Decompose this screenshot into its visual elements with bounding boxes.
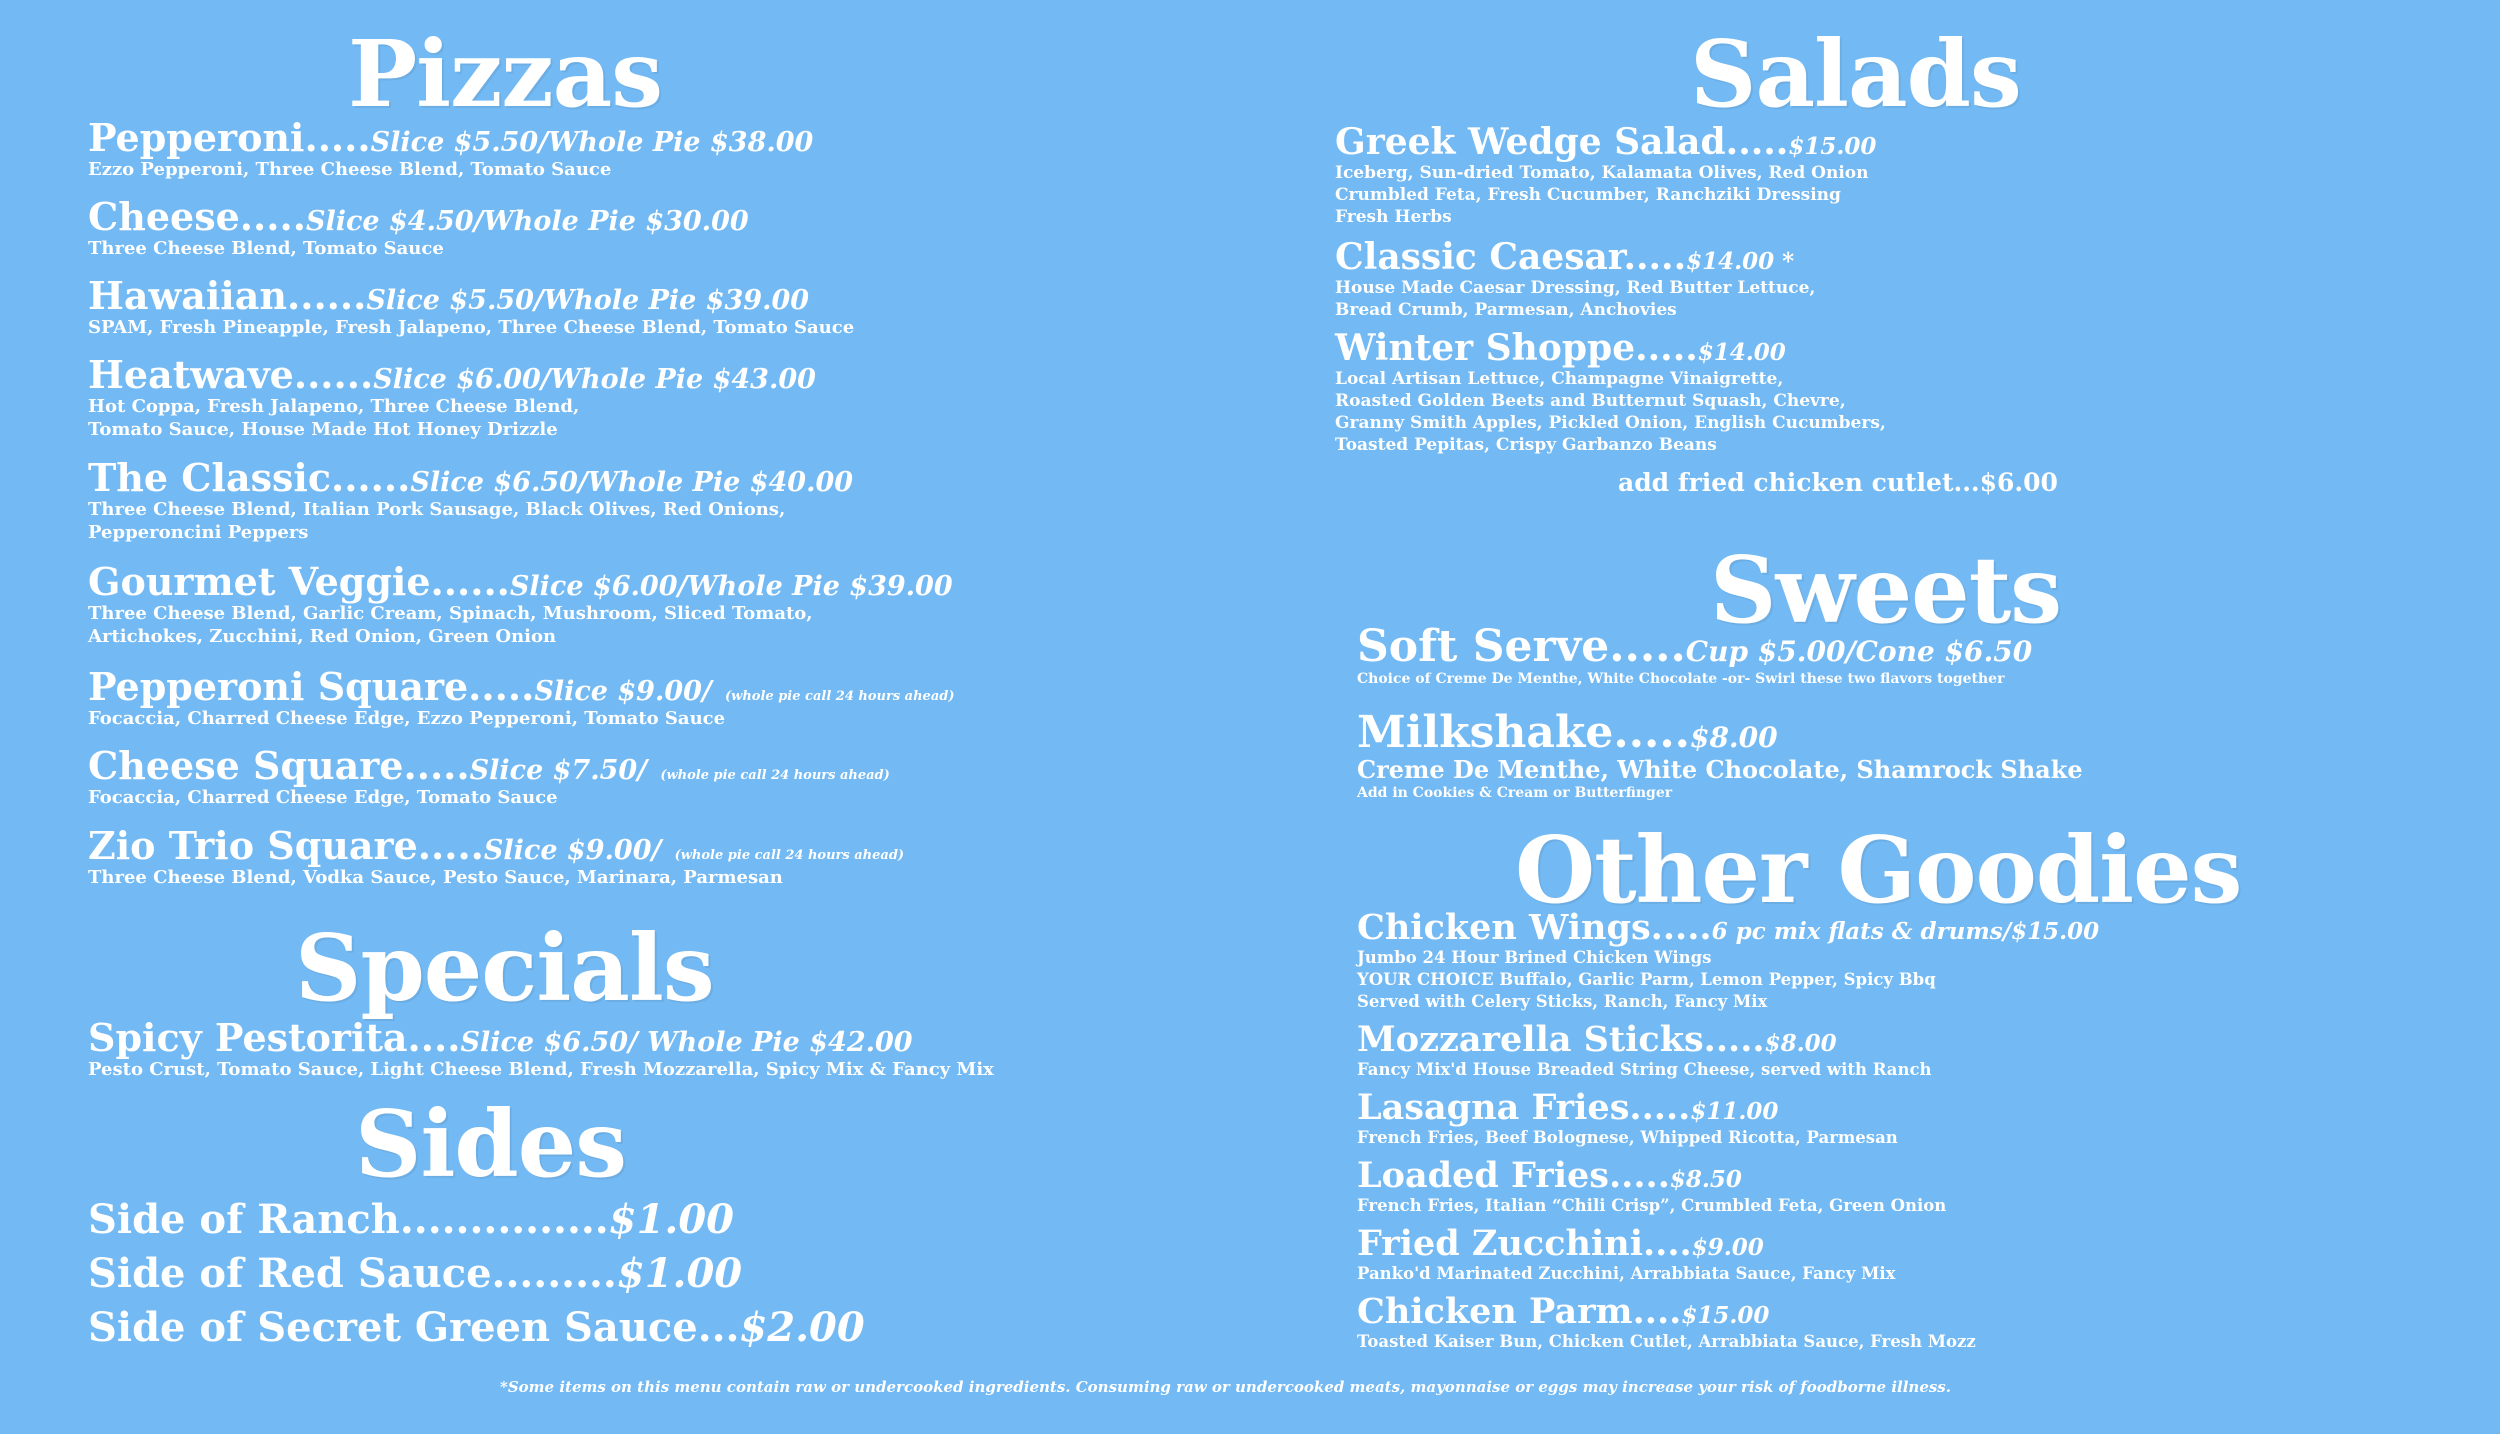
menu-item-greek-wedge-salad [1335,121,1877,228]
item-description: Ezzo Pepperoni, Three Cheese Blend, Tomato Sauce [88,158,612,180]
item-price: Slice $6.00/Whole Pie $43.00 [373,364,816,395]
side-name: Side of Red Sauce......... [88,1250,617,1297]
item-name: Chicken Parm.... [1357,1291,1682,1332]
item-name: Pepperoni Square..... [88,664,535,709]
side-price: $1.00 [616,1250,743,1297]
item-description: Crumbled Feta, Fresh Cucumber, Ranchziki Dressing [1335,184,1841,205]
item-price: 6 pc mix flats & drums/$15.00 [1711,918,2100,945]
item-name: Hawaiian...... [88,273,367,318]
menu-item-zio-trio-square [88,823,905,889]
menu-item-cheese [88,194,749,260]
menu-item-pepperoni-square [88,664,955,730]
menu-item-chicken-wings [1357,907,2100,1013]
item-description: Hot Coppa, Fresh Jalapeno, Three Cheese Blend, [88,395,580,417]
item-description: Focaccia, Charred Cheese Edge, Tomato Sauce [88,786,558,808]
item-note: (whole pie call 24 hours ahead) [725,689,955,704]
item-description: Bread Crumb, Parmesan, Anchovies [1335,299,1677,320]
item-price: $8.00 [1689,721,1778,754]
menu-item-fried-zucchini [1357,1223,1896,1285]
item-price: Slice $5.50/Whole Pie $39.00 [366,285,810,316]
item-description: French Fries, Beef Bolognese, Whipped Ricotta, Parmesan [1357,1127,1898,1147]
item-description: Fancy Mix'd House Breaded String Cheese, served with Ranch [1357,1059,1932,1079]
item-price: $9.00 [1691,1234,1764,1261]
item-name: Pepperoni..... [88,115,371,160]
item-note: (whole pie call 24 hours ahead) [674,848,905,863]
pizzas-heading: Pizzas [348,20,663,128]
menu-item-lasagna-fries [1357,1087,1898,1149]
menu-item-hawaiian [88,273,855,339]
item-price: Slice $6.50/Whole Pie $40.00 [410,467,854,498]
item-price: $14.00 [1697,339,1786,366]
item-description: Toasted Pepitas, Crispy Garbanzo Beans [1335,434,1717,455]
side-item-ranch [88,1196,734,1243]
item-description: Three Cheese Blend, Italian Pork Sausage, Black Olives, Red Onions, [88,498,786,520]
item-name: Cheese Square..... [88,743,470,788]
item-description: Three Cheese Blend, Garlic Cream, Spinach, Mushroom, Sliced Tomato, [88,602,813,624]
item-description: House Made Caesar Dressing, Red Butter Lettuce, [1335,277,1816,298]
specials-heading: Specials [295,914,714,1022]
item-description: Three Cheese Blend, Vodka Sauce, Pesto Sauce, Marinara, Parmesan [88,866,783,888]
side-price: $2.00 [739,1304,865,1351]
item-price: $8.50 [1669,1166,1742,1193]
salads-heading: Salads [1690,20,2021,128]
item-price: $15.00 [1681,1302,1770,1329]
menu-item-gourmet-veggie [88,559,953,648]
menu-item-milkshake [1357,707,2083,802]
item-price: $11.00 [1690,1098,1779,1125]
menu-item-pepperoni [88,115,814,181]
menu-item-mozzarella-sticks [1357,1019,1932,1081]
item-description: Jumbo 24 Hour Brined Chicken Wings [1357,947,1712,967]
item-price: Slice $6.50/ Whole Pie $42.00 [460,1027,913,1058]
item-price: Cup $5.00/Cone $6.50 [1685,635,2033,668]
item-name: Greek Wedge Salad..... [1335,121,1789,163]
other-goodies-heading: Other Goodies [1515,816,2242,924]
item-name: Cheese..... [88,194,306,239]
item-description: SPAM, Fresh Pineapple, Fresh Jalapeno, Three Cheese Blend, Tomato Sauce [88,316,855,338]
item-description: Creme De Menthe, White Chocolate, Shamrock Shake [1357,755,2083,785]
item-price: Slice $7.50/ [469,755,648,786]
item-description: Panko'd Marinated Zucchini, Arrabbiata Sauce, Fancy Mix [1357,1263,1896,1283]
item-description: Local Artisan Lettuce, Champagne Vinaigrette, [1335,368,1784,389]
item-description: Fresh Herbs [1335,206,1452,227]
item-description: Three Cheese Blend, Tomato Sauce [88,237,444,259]
item-description: Roasted Golden Beets and Butternut Squash, Chevre, [1335,390,1846,411]
item-price: $14.00 * [1686,248,1795,275]
item-description: Granny Smith Apples, Pickled Onion, English Cucumbers, [1335,412,1886,433]
item-description: Focaccia, Charred Cheese Edge, Ezzo Pepperoni, Tomato Sauce [88,707,726,729]
sides-heading: Sides [355,1090,627,1198]
item-name: Lasagna Fries..... [1357,1087,1691,1128]
item-note: (whole pie call 24 hours ahead) [660,768,890,783]
item-description: Pepperoncini Peppers [88,521,309,543]
menu-item-classic-caesar [1335,236,1816,321]
menu-item-soft-serve [1357,621,2033,688]
item-description: Artichokes, Zucchini, Red Onion, Green Onion [88,625,557,647]
item-name: Gourmet Veggie...... [88,559,510,604]
item-name: Heatwave...... [88,352,374,397]
menu-item-chicken-parm [1357,1291,1976,1353]
menu-item-winter-shoppe [1335,327,1886,456]
menu-item-spicy-pestorita [88,1015,994,1081]
item-name: The Classic...... [88,455,411,500]
item-description: Toasted Kaiser Bun, Chicken Cutlet, Arrabbiata Sauce, Fresh Mozz [1357,1331,1976,1351]
menu-item-loaded-fries [1357,1155,1947,1217]
item-description: Tomato Sauce, House Made Hot Honey Drizzle [88,418,558,440]
item-price: Slice $5.50/Whole Pie $38.00 [370,127,814,158]
item-price: Slice $9.00/ [483,835,662,866]
item-name: Chicken Wings..... [1357,907,1712,948]
side-name: Side of Secret Green Sauce... [88,1304,740,1351]
menu-item-cheese-square [88,743,890,809]
side-item-red-sauce [88,1250,742,1297]
item-name: Soft Serve..... [1357,621,1686,672]
item-description: YOUR CHOICE Buffalo, Garlic Parm, Lemon Pepper, Spicy Bbq [1357,969,1936,989]
item-subdescription: Add in Cookies & Cream or Butterfinger [1357,785,1673,802]
menu-item-the-classic [88,455,854,544]
item-description: Served with Celery Sticks, Ranch, Fancy Mix [1357,991,1768,1011]
salad-addon: add fried chicken cutlet...$6.00 [1618,468,2058,497]
item-name: Milkshake..... [1357,707,1690,758]
item-price: $15.00 [1788,133,1877,160]
item-name: Loaded Fries..... [1357,1155,1670,1196]
item-name: Zio Trio Square..... [88,823,484,868]
item-description: French Fries, Italian “Chili Crisp”, Crumbled Feta, Green Onion [1357,1195,1947,1215]
food-safety-disclaimer: *Some items on this menu contain raw or undercooked ingredients. Consuming raw or undercooked meats, mayonnaise or eggs may increase your risk of foodborne illness. [500,1378,1951,1396]
item-price: Slice $4.50/Whole Pie $30.00 [305,206,749,237]
item-description: Iceberg, Sun-dried Tomato, Kalamata Olives, Red Onion [1335,162,1869,183]
sweets-heading: Sweets [1710,536,2061,644]
item-name: Classic Caesar..... [1335,236,1687,278]
side-price: $1.00 [608,1196,734,1243]
item-name: Fried Zucchini.... [1357,1223,1692,1264]
side-item-secret-green-sauce [88,1304,865,1351]
item-price: Slice $9.00/ [534,676,712,707]
item-name: Spicy Pestorita.... [88,1015,461,1060]
item-price: Slice $6.00/Whole Pie $39.00 [509,571,953,602]
item-description: Choice of Creme De Menthe, White Chocolate -or- Swirl these two flavors together [1357,671,2005,688]
side-name: Side of Ranch............... [88,1196,609,1243]
item-price: $8.00 [1764,1030,1837,1057]
item-name: Mozzarella Sticks..... [1357,1019,1765,1060]
item-description: Pesto Crust, Tomato Sauce, Light Cheese Blend, Fresh Mozzarella, Spicy Mix & Fancy Mix [88,1058,994,1080]
menu-item-heatwave [88,352,816,441]
item-name: Winter Shoppe..... [1335,327,1698,369]
